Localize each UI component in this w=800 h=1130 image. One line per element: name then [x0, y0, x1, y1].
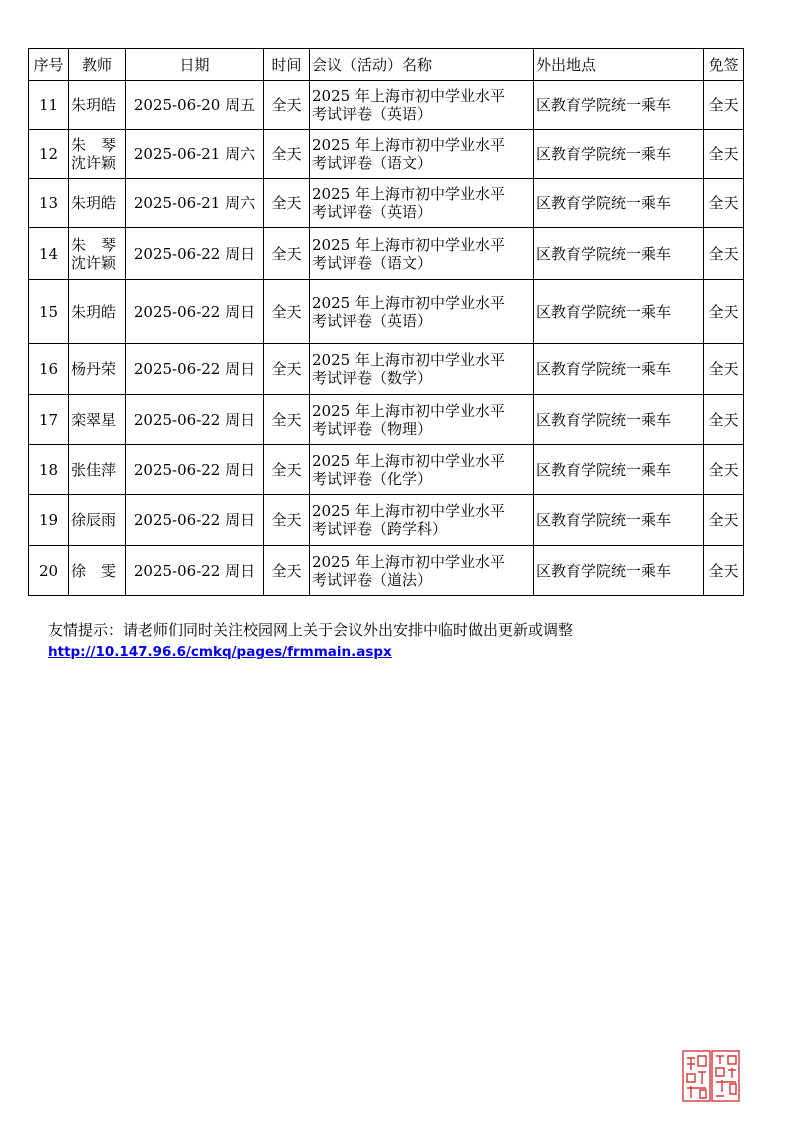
teacher-name: 徐辰雨	[71, 511, 117, 529]
cell-teacher	[69, 179, 126, 228]
table-row	[29, 344, 744, 395]
cell-time: 全天	[264, 179, 310, 228]
cell-teacher	[69, 130, 126, 179]
teacher-name: 沈许颖	[71, 154, 117, 172]
teacher-name: 朱玥皓	[71, 96, 117, 114]
teacher-name: 朱 琴	[71, 235, 117, 254]
cell-teacher	[69, 395, 126, 445]
event-line: 2025 年上海市初中学业水平	[312, 502, 505, 520]
cell-sign: 全天	[704, 445, 744, 495]
event-line: 2025 年上海市初中学业水平	[312, 293, 505, 312]
cell-place: 区教育学院统一乘车	[534, 495, 704, 546]
cell-no: 20	[29, 546, 69, 596]
cell-time: 全天	[264, 280, 310, 344]
table-row	[29, 81, 744, 130]
event-line: 2025 年上海市初中学业水平	[312, 401, 505, 420]
teacher-name: 杨丹荣	[71, 360, 117, 378]
cell-time: 全天	[264, 546, 310, 596]
event-line: 2025 年上海市初中学业水平	[312, 451, 505, 470]
cell-no: 15	[29, 280, 69, 344]
cell-event	[310, 81, 534, 130]
cell-date: 2025-06-22 周日	[126, 280, 264, 344]
cell-date: 2025-06-22 周日	[126, 228, 264, 280]
cell-place: 区教育学院统一乘车	[534, 228, 704, 280]
event-line: 考试评卷（跨学科）	[312, 520, 448, 538]
cell-no: 11	[29, 81, 69, 130]
cell-place: 区教育学院统一乘车	[534, 395, 704, 445]
cell-place: 区教育学院统一乘车	[534, 280, 704, 344]
event-line: 2025 年上海市初中学业水平	[312, 552, 505, 571]
teacher-name: 徐 雯	[71, 561, 117, 580]
cell-date: 2025-06-20 周五	[126, 81, 264, 130]
cell-no: 16	[29, 344, 69, 395]
footer-notice: 友情提示：请老师们同时关注校园网上关于会议外出安排中临时做出更新或调整	[48, 621, 574, 639]
header-event: 会议（活动）名称	[310, 49, 534, 81]
cell-time: 全天	[264, 445, 310, 495]
header-date: 日期	[126, 49, 264, 81]
cell-event	[310, 179, 534, 228]
event-line: 考试评卷（语文）	[312, 154, 433, 172]
event-line: 2025 年上海市初中学业水平	[312, 235, 505, 254]
cell-time: 全天	[264, 344, 310, 395]
teacher-name: 沈许颖	[71, 253, 117, 272]
cell-event	[310, 344, 534, 395]
teacher-name: 朱 琴	[71, 136, 117, 154]
event-line: 考试评卷（道法）	[312, 570, 433, 589]
event-line: 2025 年上海市初中学业水平	[312, 136, 505, 154]
cell-teacher	[69, 228, 126, 280]
event-line: 2025 年上海市初中学业水平	[312, 185, 505, 203]
event-line: 考试评卷（英语）	[312, 203, 433, 221]
table-body	[29, 81, 744, 596]
footer	[48, 620, 573, 662]
event-line: 考试评卷（化学）	[312, 469, 433, 488]
header-no: 序号	[29, 49, 69, 81]
cell-place: 区教育学院统一乘车	[534, 81, 704, 130]
table-header-row	[29, 49, 744, 81]
seal-stamp	[682, 1050, 740, 1102]
cell-date: 2025-06-22 周日	[126, 445, 264, 495]
event-line: 考试评卷（英语）	[312, 311, 433, 330]
cell-teacher	[69, 495, 126, 546]
event-line: 考试评卷（物理）	[312, 419, 433, 438]
cell-place: 区教育学院统一乘车	[534, 344, 704, 395]
cell-teacher	[69, 546, 126, 596]
cell-date: 2025-06-21 周六	[126, 179, 264, 228]
header-sign: 免签	[704, 49, 744, 81]
table-row	[29, 179, 744, 228]
cell-teacher	[69, 280, 126, 344]
table-row	[29, 546, 744, 596]
table-row	[29, 228, 744, 280]
cell-event	[310, 546, 534, 596]
schedule-table	[28, 48, 744, 596]
cell-sign: 全天	[704, 395, 744, 445]
cell-sign: 全天	[704, 179, 744, 228]
cell-no: 12	[29, 130, 69, 179]
header-teacher: 教师	[69, 49, 126, 81]
cell-place: 区教育学院统一乘车	[534, 445, 704, 495]
event-line: 考试评卷（数学）	[312, 369, 433, 387]
event-line: 考试评卷（英语）	[312, 105, 433, 123]
cell-date: 2025-06-21 周六	[126, 130, 264, 179]
teacher-name: 朱玥皓	[71, 194, 117, 212]
cell-no: 13	[29, 179, 69, 228]
cell-time: 全天	[264, 81, 310, 130]
cell-event	[310, 228, 534, 280]
table-row	[29, 130, 744, 179]
cell-sign: 全天	[704, 344, 744, 395]
teacher-name: 栾翠星	[71, 410, 117, 429]
cell-event	[310, 130, 534, 179]
cell-date: 2025-06-22 周日	[126, 344, 264, 395]
table-row	[29, 395, 744, 445]
cell-teacher	[69, 445, 126, 495]
cell-no: 17	[29, 395, 69, 445]
table-row	[29, 280, 744, 344]
cell-no: 18	[29, 445, 69, 495]
cell-teacher	[69, 344, 126, 395]
footer-link[interactable]: http://10.147.96.6/cmkq/pages/frmmain.aspx	[48, 644, 392, 660]
cell-no: 19	[29, 495, 69, 546]
cell-place: 区教育学院统一乘车	[534, 546, 704, 596]
cell-time: 全天	[264, 228, 310, 280]
header-time: 时间	[264, 49, 310, 81]
table-row	[29, 445, 744, 495]
cell-event	[310, 280, 534, 344]
cell-sign: 全天	[704, 280, 744, 344]
cell-sign: 全天	[704, 228, 744, 280]
event-line: 考试评卷（语文）	[312, 253, 433, 272]
cell-date: 2025-06-22 周日	[126, 546, 264, 596]
cell-time: 全天	[264, 130, 310, 179]
cell-sign: 全天	[704, 495, 744, 546]
cell-time: 全天	[264, 495, 310, 546]
cell-event	[310, 395, 534, 445]
cell-event	[310, 445, 534, 495]
table-row	[29, 495, 744, 546]
event-line: 2025 年上海市初中学业水平	[312, 351, 505, 369]
cell-sign: 全天	[704, 130, 744, 179]
cell-sign: 全天	[704, 81, 744, 130]
cell-event	[310, 495, 534, 546]
teacher-name: 张佳萍	[71, 460, 117, 479]
cell-date: 2025-06-22 周日	[126, 495, 264, 546]
cell-place: 区教育学院统一乘车	[534, 130, 704, 179]
cell-place: 区教育学院统一乘车	[534, 179, 704, 228]
cell-time: 全天	[264, 395, 310, 445]
header-place: 外出地点	[534, 49, 704, 81]
cell-sign: 全天	[704, 546, 744, 596]
cell-no: 14	[29, 228, 69, 280]
cell-teacher	[69, 81, 126, 130]
teacher-name: 朱玥皓	[71, 302, 117, 321]
cell-date: 2025-06-22 周日	[126, 395, 264, 445]
event-line: 2025 年上海市初中学业水平	[312, 87, 505, 105]
